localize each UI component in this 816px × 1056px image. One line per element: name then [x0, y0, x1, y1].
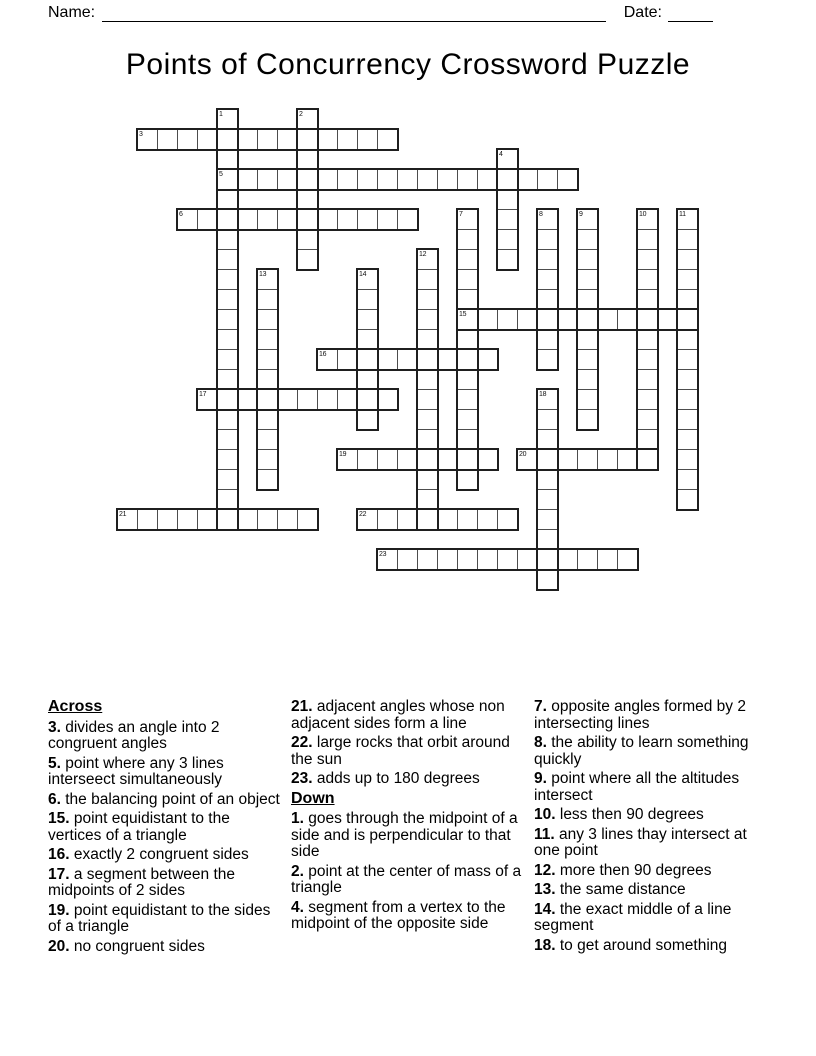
grid-cell[interactable]	[217, 249, 238, 270]
grid-cell[interactable]	[477, 349, 498, 370]
clue-number: 8.	[534, 734, 547, 751]
down-heading: Down	[291, 789, 335, 807]
grid-cell[interactable]	[457, 369, 478, 390]
grid-cell[interactable]	[417, 289, 438, 310]
grid-cell[interactable]	[357, 449, 378, 470]
grid-cell[interactable]	[457, 269, 478, 290]
name-label: Name:	[48, 4, 96, 21]
clue-down-10: 10. less then 90 degrees	[534, 806, 704, 823]
grid-cell[interactable]	[517, 309, 538, 330]
grid-cell[interactable]	[497, 309, 518, 330]
grid-cell[interactable]	[197, 129, 218, 150]
cell-number-5: 5	[219, 171, 223, 178]
grid-cell[interactable]	[537, 249, 558, 270]
grid-cell[interactable]	[317, 129, 338, 150]
grid-cell[interactable]	[457, 249, 478, 270]
grid-cell[interactable]	[417, 469, 438, 490]
grid-cell[interactable]	[597, 449, 618, 470]
grid-cell[interactable]	[637, 229, 658, 250]
grid-cell[interactable]	[237, 129, 258, 150]
grid-cell[interactable]	[257, 389, 278, 410]
grid-cell[interactable]	[417, 349, 438, 370]
grid-cell[interactable]	[277, 129, 298, 150]
grid-cell[interactable]	[377, 449, 398, 470]
grid-cell[interactable]	[577, 389, 598, 410]
grid-cell[interactable]	[417, 169, 438, 190]
grid-cell[interactable]	[357, 329, 378, 350]
grid-cell[interactable]	[217, 209, 238, 230]
grid-cell[interactable]	[637, 429, 658, 450]
cell-number-8: 8	[539, 211, 543, 218]
grid-cell[interactable]	[417, 409, 438, 430]
grid-cell[interactable]	[677, 229, 698, 250]
grid-cell[interactable]	[257, 349, 278, 370]
grid-cell[interactable]	[217, 509, 238, 530]
clue-number: 10.	[534, 806, 556, 823]
grid-cell[interactable]	[217, 429, 238, 450]
grid-cell[interactable]	[477, 309, 498, 330]
clue-number: 19.	[48, 901, 70, 919]
grid-cell[interactable]	[357, 289, 378, 310]
grid-cell[interactable]	[677, 409, 698, 430]
clue-number: 7.	[534, 698, 547, 715]
cell-number-21: 21	[119, 511, 127, 518]
cell-number-13: 13	[259, 271, 267, 278]
cell-number-1: 1	[219, 111, 223, 118]
clue-number: 20.	[48, 937, 70, 955]
clue-number: 22.	[291, 734, 313, 751]
grid-cell[interactable]	[457, 389, 478, 410]
grid-cell[interactable]	[417, 309, 438, 330]
clue-down-18: 18. to get around something	[534, 936, 728, 954]
grid-cell[interactable]	[497, 189, 518, 210]
grid-cell[interactable]	[257, 169, 278, 190]
clue-number: 2.	[291, 862, 304, 880]
grid-cell[interactable]	[457, 429, 478, 450]
grid-cell[interactable]	[477, 449, 498, 470]
grid-cell[interactable]	[497, 549, 518, 570]
grid-cell[interactable]	[297, 129, 318, 150]
cell-number-18: 18	[539, 391, 547, 398]
grid-cell[interactable]	[457, 549, 478, 570]
grid-cell[interactable]	[457, 349, 478, 370]
grid-cell[interactable]	[277, 389, 298, 410]
grid-cell[interactable]	[197, 509, 218, 530]
grid-cell[interactable]	[457, 229, 478, 250]
cell-number-10: 10	[639, 211, 647, 218]
grid-cell[interactable]	[497, 169, 518, 190]
grid-cell[interactable]	[577, 369, 598, 390]
grid-cell[interactable]	[677, 429, 698, 450]
grid-cell[interactable]	[677, 249, 698, 270]
grid-cell[interactable]	[237, 169, 258, 190]
grid-cell[interactable]	[277, 509, 298, 530]
grid-cell[interactable]	[637, 329, 658, 350]
grid-cell[interactable]	[457, 329, 478, 350]
clue-down-12: 12. more then 90 degrees	[534, 861, 712, 879]
grid-cell[interactable]	[257, 329, 278, 350]
grid-cell[interactable]	[377, 349, 398, 370]
cell-number-17: 17	[199, 391, 207, 398]
grid-cell[interactable]	[537, 169, 558, 190]
clue-down-1: 1. goes through the midpoint of a side and is perpendicular to that side	[291, 810, 518, 860]
grid-cell[interactable]	[637, 349, 658, 370]
grid-cell[interactable]	[497, 509, 518, 530]
grid-cell[interactable]	[617, 309, 638, 330]
clue-number: 14.	[534, 900, 556, 918]
clue-across-3: 3. divides an angle into 2 congruent angles	[48, 718, 220, 752]
grid-cell[interactable]	[457, 449, 478, 470]
grid-cell[interactable]	[217, 229, 238, 250]
grid-cell[interactable]	[297, 189, 318, 210]
clue-number: 5.	[48, 754, 61, 772]
cell-number-3: 3	[139, 131, 143, 138]
grid-cell[interactable]	[537, 229, 558, 250]
clue-number: 3.	[48, 718, 61, 736]
grid-cell[interactable]	[677, 469, 698, 490]
grid-cell[interactable]	[417, 449, 438, 470]
grid-cell[interactable]	[337, 209, 358, 230]
grid-cell[interactable]	[597, 549, 618, 570]
grid-cell[interactable]	[477, 169, 498, 190]
grid-cell[interactable]	[337, 169, 358, 190]
grid-cell[interactable]	[317, 169, 338, 190]
grid-cell[interactable]	[217, 409, 238, 430]
grid-cell[interactable]	[677, 329, 698, 350]
grid-cell[interactable]	[217, 189, 238, 210]
grid-cell[interactable]	[457, 289, 478, 310]
grid-cell[interactable]	[637, 369, 658, 390]
clue-number: 15.	[48, 810, 70, 827]
grid-cell[interactable]	[217, 449, 238, 470]
grid-cell[interactable]	[677, 449, 698, 470]
grid-cell[interactable]	[237, 209, 258, 230]
grid-cell[interactable]	[297, 149, 318, 170]
grid-cell[interactable]	[357, 349, 378, 370]
grid-cell[interactable]	[357, 209, 378, 230]
grid-cell[interactable]	[637, 309, 658, 330]
across-heading: Across	[48, 698, 103, 715]
grid-cell[interactable]	[597, 309, 618, 330]
grid-cell[interactable]	[237, 389, 258, 410]
cell-number-19: 19	[339, 451, 347, 458]
grid-cell[interactable]	[577, 229, 598, 250]
cell-number-9: 9	[579, 211, 583, 218]
clue-across-16: 16. exactly 2 congruent sides	[48, 846, 249, 863]
grid-cell[interactable]	[637, 289, 658, 310]
grid-cell[interactable]	[677, 349, 698, 370]
grid-cell[interactable]	[497, 249, 518, 270]
grid-cell[interactable]	[377, 209, 398, 230]
grid-cell[interactable]	[397, 349, 418, 370]
grid-cell[interactable]	[357, 169, 378, 190]
grid-cell[interactable]	[257, 369, 278, 390]
grid-cell[interactable]	[477, 549, 498, 570]
clue-across-5: 5. point where any 3 lines interseect simultaneously	[48, 754, 224, 788]
grid-cell[interactable]	[677, 309, 698, 330]
grid-cell[interactable]	[377, 509, 398, 530]
cell-number-11: 11	[679, 211, 686, 218]
grid-cell[interactable]	[357, 389, 378, 410]
grid-cell[interactable]	[377, 389, 398, 410]
grid-cell[interactable]	[397, 449, 418, 470]
grid-cell[interactable]	[417, 549, 438, 570]
grid-cell[interactable]	[337, 349, 358, 370]
grid-cell[interactable]	[397, 509, 418, 530]
grid-cell[interactable]	[537, 429, 558, 450]
grid-cell[interactable]	[377, 169, 398, 190]
grid-cell[interactable]	[357, 409, 378, 430]
grid-cell[interactable]	[537, 469, 558, 490]
grid-cell[interactable]	[497, 209, 518, 230]
grid-cell[interactable]	[537, 529, 558, 550]
cell-number-22: 22	[359, 511, 367, 518]
grid-cell[interactable]	[577, 349, 598, 370]
grid-cell[interactable]	[577, 449, 598, 470]
clue-column-2	[291, 699, 523, 958]
grid-cell[interactable]	[397, 169, 418, 190]
clue-number: 12.	[534, 861, 556, 879]
clue-column-1	[48, 699, 280, 958]
clue-across-15: 15. point equidistant to the vertices of a triangle	[48, 810, 230, 844]
clue-down-7: 7. opposite angles formed by 2 intersecting lines	[534, 698, 746, 732]
cell-number-15: 15	[459, 311, 467, 318]
clue-across-23: 23. adds up to 180 degrees	[291, 770, 480, 787]
clue-number: 4.	[291, 898, 304, 916]
grid-cell[interactable]	[217, 369, 238, 390]
grid-cell[interactable]	[477, 509, 498, 530]
clue-down-9: 9. point where all the altitudes intersect	[534, 770, 740, 804]
grid-cell[interactable]	[537, 549, 558, 570]
clue-across-17: 17. a segment between the midpoints of 2 sides	[48, 865, 236, 899]
grid-cell[interactable]	[557, 549, 578, 570]
grid-cell[interactable]	[537, 269, 558, 290]
clue-number: 21.	[291, 698, 313, 715]
grid-cell[interactable]	[577, 309, 598, 330]
clue-number: 23.	[291, 770, 313, 787]
cell-number-2: 2	[299, 111, 303, 118]
grid-cell[interactable]	[217, 289, 238, 310]
grid-cell[interactable]	[677, 369, 698, 390]
grid-cell[interactable]	[417, 489, 438, 510]
grid-cell[interactable]	[417, 389, 438, 410]
grid-cell[interactable]	[157, 129, 178, 150]
grid-cell[interactable]	[537, 489, 558, 510]
grid-cell[interactable]	[357, 309, 378, 330]
grid-cell[interactable]	[297, 389, 318, 410]
grid-cell[interactable]	[217, 489, 238, 510]
grid-cell[interactable]	[417, 329, 438, 350]
grid-cell[interactable]	[677, 269, 698, 290]
grid-cell[interactable]	[317, 209, 338, 230]
grid-cell[interactable]	[537, 309, 558, 330]
grid-cell[interactable]	[677, 389, 698, 410]
grid-cell[interactable]	[537, 449, 558, 470]
grid-cell[interactable]	[297, 209, 318, 230]
clue-across-21: 21. adjacent angles whose non adjacent sides form a line	[291, 698, 505, 732]
grid-cell[interactable]	[277, 169, 298, 190]
grid-cell[interactable]	[177, 509, 198, 530]
cell-number-4: 4	[499, 151, 503, 158]
grid-cell[interactable]	[237, 509, 258, 530]
grid-cell[interactable]	[257, 289, 278, 310]
grid-cell[interactable]	[217, 269, 238, 290]
grid-cell[interactable]	[317, 389, 338, 410]
clue-number: 17.	[48, 865, 70, 883]
clue-number: 11.	[534, 825, 555, 843]
page-title: Points of Concurrency Crossword Puzzle	[125, 48, 691, 81]
grid-cell[interactable]	[217, 329, 238, 350]
clue-number: 1.	[291, 810, 304, 827]
grid-cell[interactable]	[377, 129, 398, 150]
grid-cell[interactable]	[417, 369, 438, 390]
grid-cell[interactable]	[257, 209, 278, 230]
clue-down-4: 4. segment from a vertex to the midpoint of the opposite side	[291, 898, 506, 932]
clue-number: 9.	[534, 770, 547, 787]
date-label: Date:	[623, 4, 662, 21]
grid-cell[interactable]	[537, 349, 558, 370]
clue-down-8: 8. the ability to learn something quickly	[534, 734, 749, 768]
grid-cell[interactable]	[637, 389, 658, 410]
grid-cell[interactable]	[577, 409, 598, 430]
grid-cell[interactable]	[457, 509, 478, 530]
grid-cell[interactable]	[637, 449, 658, 470]
grid-cell[interactable]	[397, 209, 418, 230]
grid-cell[interactable]	[257, 449, 278, 470]
grid-cell[interactable]	[577, 289, 598, 310]
clue-across-19: 19. point equidistant to the sides of a triangle	[48, 901, 271, 935]
grid-cell[interactable]	[497, 229, 518, 250]
clue-number: 13.	[534, 881, 556, 898]
cell-number-7: 7	[459, 211, 463, 218]
grid-cell[interactable]	[437, 169, 458, 190]
grid-cell[interactable]	[557, 449, 578, 470]
clue-across-20: 20. no congruent sides	[48, 937, 205, 955]
grid-cell[interactable]	[617, 449, 638, 470]
grid-cell[interactable]	[177, 129, 198, 150]
grid-cell[interactable]	[257, 509, 278, 530]
cell-number-23: 23	[379, 551, 387, 558]
grid-cell[interactable]	[257, 129, 278, 150]
grid-cell[interactable]	[557, 169, 578, 190]
clues-section	[48, 699, 767, 958]
grid-cell[interactable]	[537, 329, 558, 350]
grid-cell[interactable]	[537, 409, 558, 430]
grid-cell[interactable]	[577, 249, 598, 270]
grid-cell[interactable]	[217, 389, 238, 410]
grid-cell[interactable]	[537, 509, 558, 530]
grid-cell[interactable]	[457, 469, 478, 490]
grid-cell[interactable]	[257, 409, 278, 430]
clue-number: 18.	[534, 936, 556, 954]
grid-cell[interactable]	[637, 249, 658, 270]
grid-cell[interactable]	[617, 549, 638, 570]
grid-cell[interactable]	[417, 269, 438, 290]
grid-cell[interactable]	[157, 509, 178, 530]
grid-cell[interactable]	[137, 509, 158, 530]
cell-number-6: 6	[179, 211, 183, 218]
grid-cell[interactable]	[217, 129, 238, 150]
cell-number-12: 12	[419, 251, 427, 258]
grid-cell[interactable]	[437, 449, 458, 470]
clue-down-14: 14. the exact middle of a line segment	[534, 900, 732, 934]
cell-number-16: 16	[319, 351, 327, 358]
grid-cell[interactable]	[217, 349, 238, 370]
grid-cell[interactable]	[297, 229, 318, 250]
grid-cell[interactable]	[577, 269, 598, 290]
clue-down-2: 2. point at the center of mass of a triangle	[291, 862, 522, 896]
clue-number: 6.	[48, 790, 61, 808]
grid-cell[interactable]	[417, 429, 438, 450]
clue-across-22: 22. large rocks that orbit around the sun	[291, 734, 510, 768]
grid-cell[interactable]	[257, 309, 278, 330]
grid-cell[interactable]	[197, 209, 218, 230]
clue-across-6: 6. the balancing point of an object	[48, 790, 280, 808]
grid-cell[interactable]	[297, 169, 318, 190]
grid-cell[interactable]	[517, 549, 538, 570]
clue-down-11: 11. any 3 lines thay intersect at one point	[534, 825, 747, 859]
grid-cell[interactable]	[457, 169, 478, 190]
grid-cell[interactable]	[357, 369, 378, 390]
grid-cell[interactable]	[677, 289, 698, 310]
grid-cell[interactable]	[297, 249, 318, 270]
grid-cell[interactable]	[217, 309, 238, 330]
grid-cell[interactable]	[397, 549, 418, 570]
grid-cell[interactable]	[657, 309, 678, 330]
grid-cell[interactable]	[217, 469, 238, 490]
grid-cell[interactable]	[337, 129, 358, 150]
grid-cell[interactable]	[557, 309, 578, 330]
grid-cell[interactable]	[297, 509, 318, 530]
clue-number: 16.	[48, 846, 70, 863]
grid-cell[interactable]	[577, 329, 598, 350]
clue-column-3	[534, 699, 766, 958]
grid-cell[interactable]	[417, 509, 438, 530]
grid-cell[interactable]	[457, 409, 478, 430]
grid-cell[interactable]	[537, 289, 558, 310]
grid-cell[interactable]	[277, 209, 298, 230]
clue-down-13: 13. the same distance	[534, 881, 686, 898]
cell-number-20: 20	[519, 451, 527, 458]
grid-cell[interactable]	[437, 349, 458, 370]
cell-number-14: 14	[359, 271, 367, 278]
grid-cell[interactable]	[337, 389, 358, 410]
grid-cell[interactable]	[577, 549, 598, 570]
grid-cell[interactable]	[437, 549, 458, 570]
grid-cell[interactable]	[257, 429, 278, 450]
grid-cell[interactable]	[677, 489, 698, 510]
grid-cell[interactable]	[637, 409, 658, 430]
grid-cell[interactable]	[437, 509, 458, 530]
grid-cell[interactable]	[517, 169, 538, 190]
grid-cell[interactable]	[217, 149, 238, 170]
grid-cell[interactable]	[637, 269, 658, 290]
grid-cell[interactable]	[537, 569, 558, 590]
grid-cell[interactable]	[257, 469, 278, 490]
grid-cell[interactable]	[357, 129, 378, 150]
